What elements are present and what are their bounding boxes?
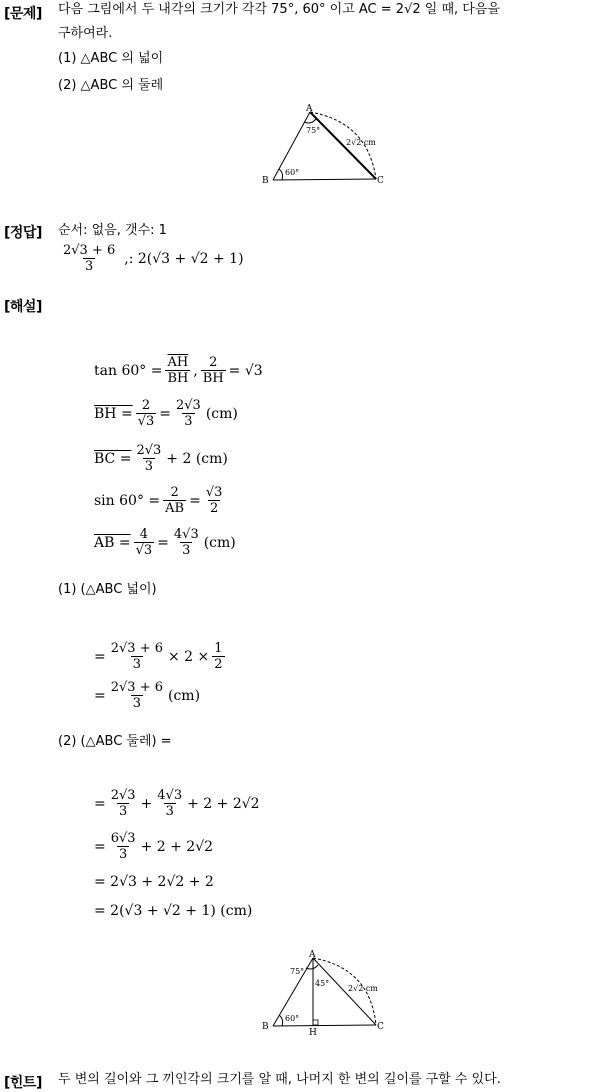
solution-line-5: AB = $\frac{4}{√3}$ = $\frac{4√3}{3}$ (cm) <box>94 527 236 558</box>
angle-a-label-2: 75° <box>290 967 305 976</box>
vertex-b-label: B <box>262 176 269 186</box>
question-2: (2) △ABC 의 둘레 <box>58 78 164 93</box>
angle-h-label: 45° <box>315 979 330 988</box>
triangle-figure-1 <box>258 100 388 190</box>
part-2-line-2: = $\frac{6√3}{3}$ + 2 + 2√2 <box>94 831 214 862</box>
answer-meta: 순서: 없음, 갯수: 1 <box>58 223 167 238</box>
solution-header: [해설] <box>4 299 42 315</box>
answer-line <box>58 243 244 274</box>
question-1: (1) △ABC 의 넓이 <box>58 51 164 66</box>
angle-a-label: 75° <box>306 126 321 135</box>
angle-b-label-2: 60° <box>285 1014 300 1023</box>
answer-2: ,: 2(√3 + √2 + 1) <box>124 250 244 267</box>
part-2-line-4: = 2(√3 + √2 + 1) (cm) <box>94 903 253 919</box>
vertex-c-label-2: C <box>377 1022 384 1032</box>
part-1-line-2: = $\frac{2√3 + 6}{3}$ (cm) <box>94 680 201 711</box>
hint-header: [힌트] <box>4 1075 42 1091</box>
angle-b-label: 60° <box>285 168 300 177</box>
answer-header: [정답] <box>4 225 42 241</box>
hint-text: 두 변의 길이와 그 끼인각의 크기를 알 때, 나머지 한 변의 길이를 구할 수 있다. <box>58 1072 501 1087</box>
vertex-a-label-2: A <box>309 950 316 960</box>
side-ac-label: 2√2 cm <box>346 138 376 147</box>
vertex-b-label-2: B <box>262 1022 269 1032</box>
vertex-a-label: A <box>306 104 313 114</box>
part-1-label: (1) (△ABC 넓이) <box>58 582 157 597</box>
part-1-line-1: = $\frac{2√3 + 6}{3}$ × 2 × $\frac{1}{2}$ <box>94 641 223 672</box>
triangle-figure-2 <box>258 946 388 1036</box>
vertex-c-label: C <box>377 176 384 186</box>
problem-line-2: 구하여라. <box>58 26 113 41</box>
solution-line-4: sin 60° = $\frac{2}{AB}$ = $\frac{√3}{2}$ <box>94 485 223 516</box>
problem-header: [문제] <box>4 6 42 22</box>
part-2-label: (2) (△ABC 둘레) = <box>58 734 172 749</box>
part-2-line-1: = $\frac{2√3}{3}$ + $\frac{4√3}{3}$ + 2 + 2√2 <box>94 788 260 819</box>
solution-line-2: BH = $\frac{2}{√3}$ = $\frac{2√3}{3}$ (cm) <box>94 398 238 429</box>
answer-1-fraction: $\frac{2√3 + 6}{3}$ <box>63 243 116 274</box>
problem-line-1: 다음 그림에서 두 내각의 크기가 각각 75°, 60° 이고 AC = 2√2 일 때, 다음을 <box>58 2 500 17</box>
part-2-line-3: = 2√3 + 2√2 + 2 <box>94 874 214 890</box>
solution-line-3: BC = $\frac{2√3}{3}$ + 2 (cm) <box>94 443 228 474</box>
solution-line-1: tan 60° = $\frac{\overline{AH}}{BH}$ , $\frac{2}{BH}$ = √3 <box>94 355 263 386</box>
side-ac-label-2: 2√2 cm <box>348 984 378 993</box>
vertex-h-label: H <box>309 1028 317 1036</box>
